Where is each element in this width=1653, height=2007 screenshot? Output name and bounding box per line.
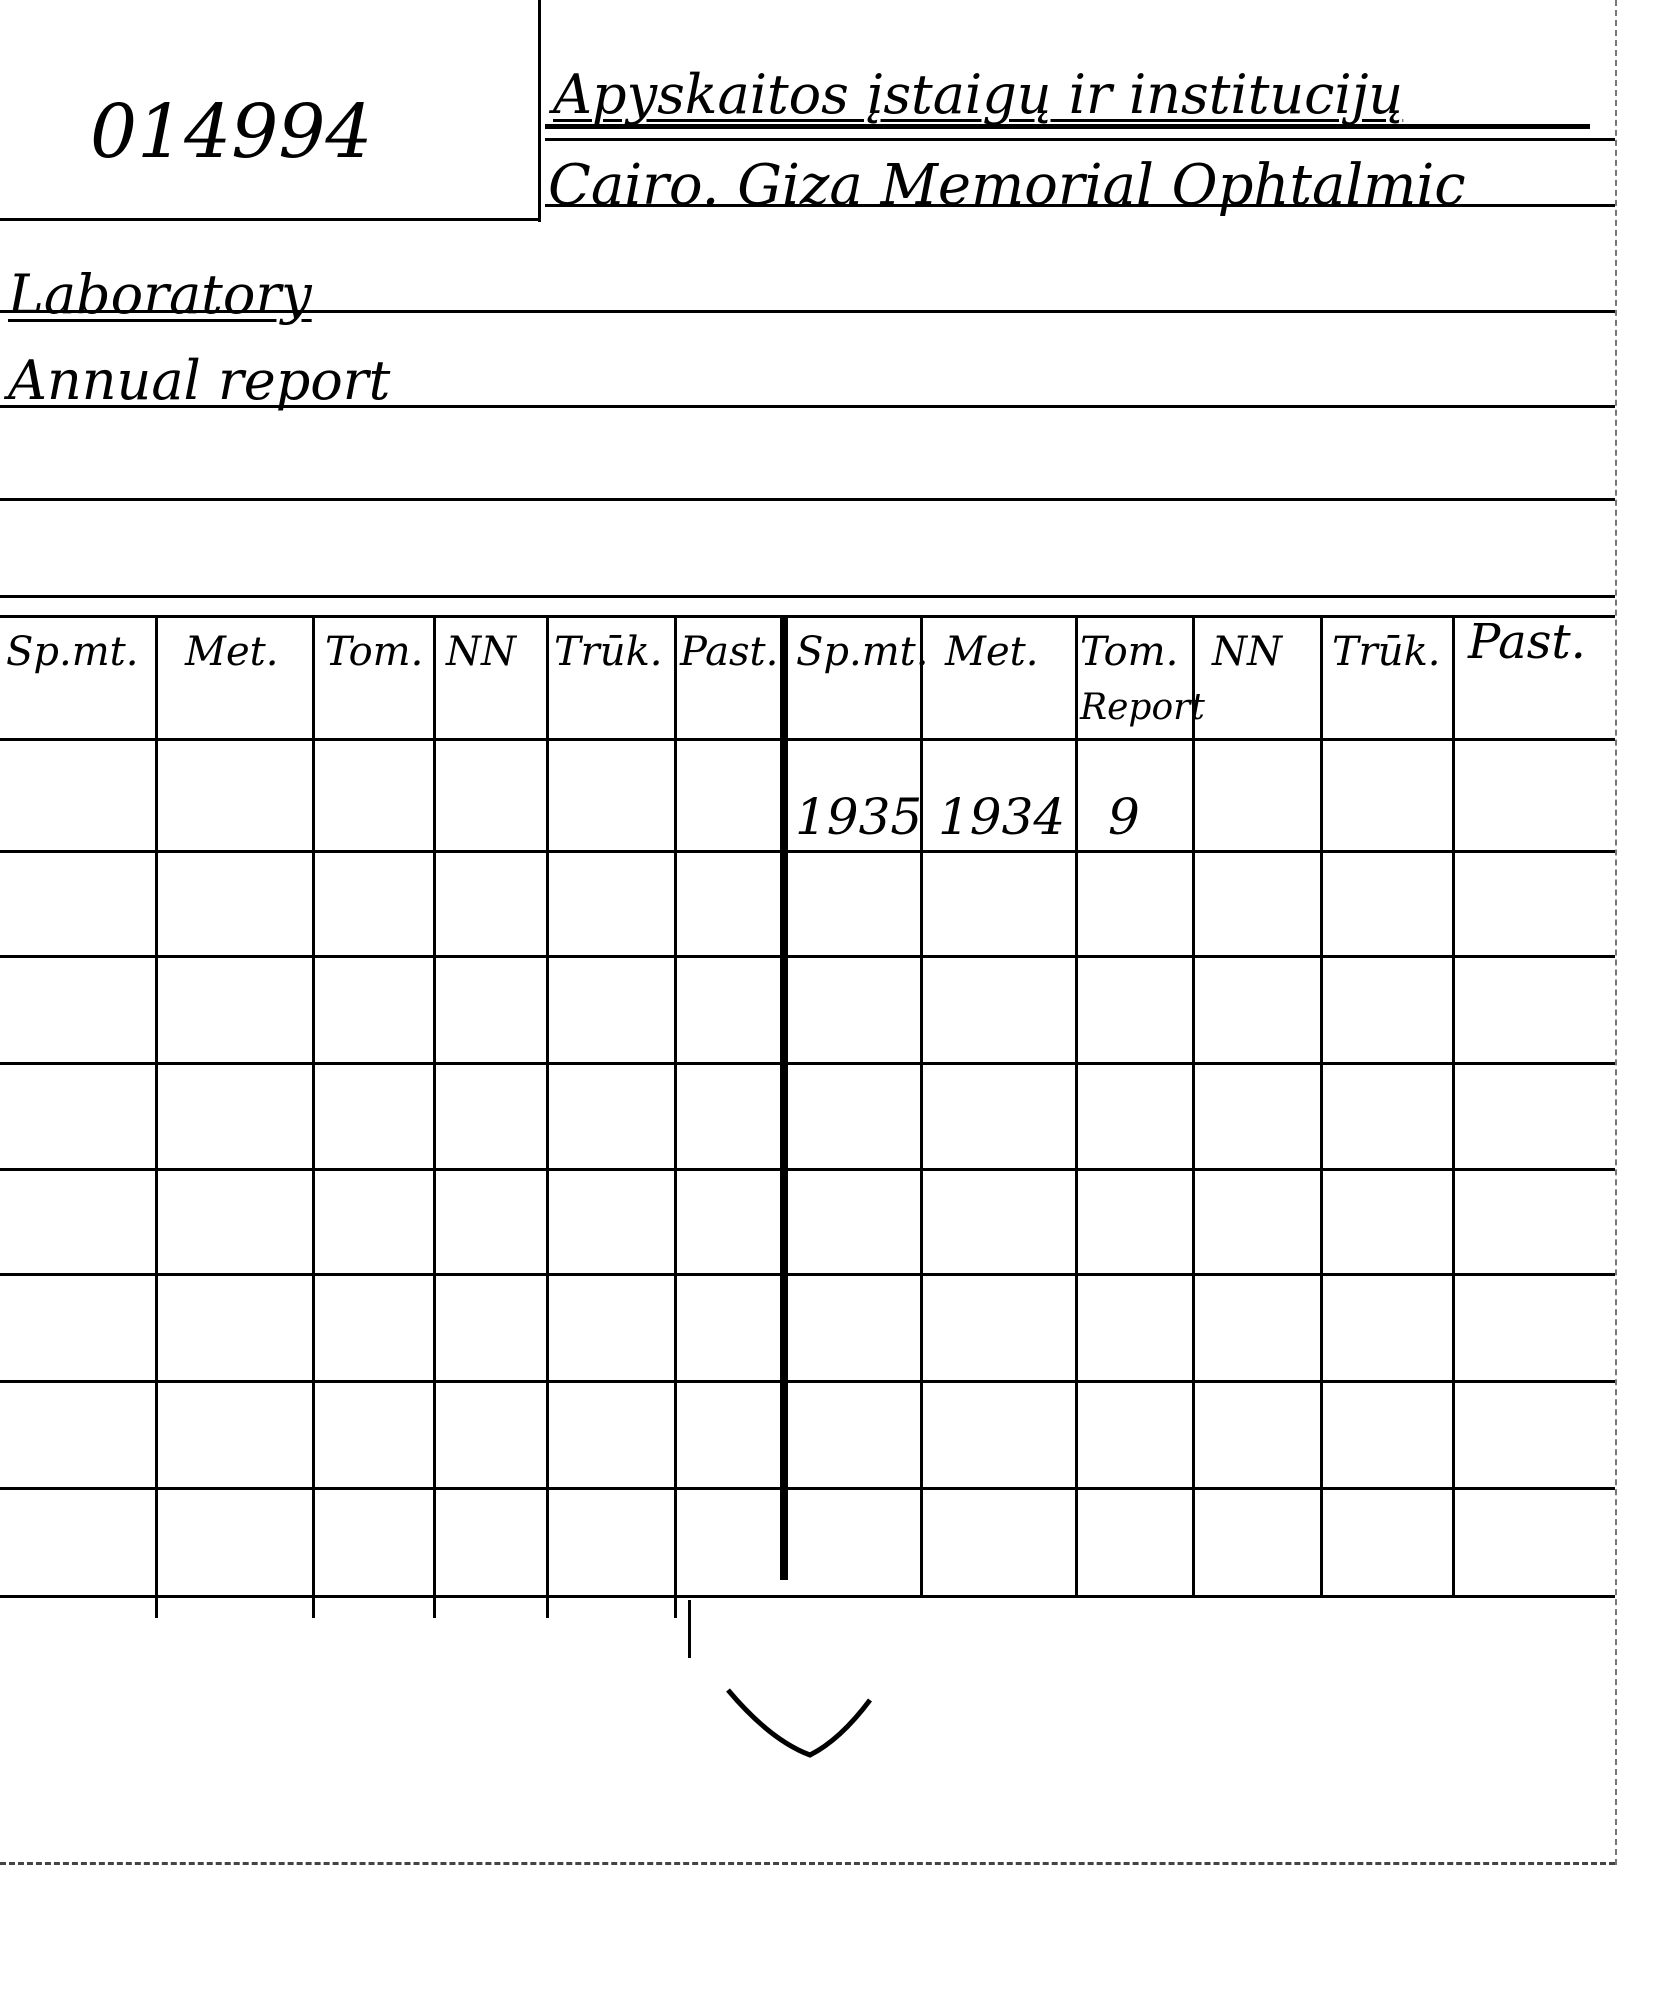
row1-met-value: 1934 — [938, 788, 1066, 846]
header-line-2-rule — [545, 204, 1615, 207]
rule-line-4 — [0, 405, 1615, 408]
rule-line-5 — [0, 498, 1615, 501]
header-line-1: Apyskaitos įstaigų ir institucijų — [553, 63, 1404, 126]
header-right-met: Met. — [945, 629, 1039, 675]
card-hole-curve — [700, 1660, 900, 1780]
table-col-line — [433, 618, 436, 1618]
header-right-past: Past. — [1468, 614, 1586, 670]
header-divider — [538, 0, 541, 222]
row1-tom-value: 9 — [1108, 788, 1140, 846]
table-row-line — [0, 1168, 1615, 1171]
table-col-line — [1192, 618, 1195, 1598]
table-row-line — [0, 1380, 1615, 1383]
header-left-tom: Tom. — [325, 629, 424, 675]
table-center-divider — [780, 618, 788, 1580]
table-col-line — [1075, 618, 1078, 1598]
table-col-line — [546, 618, 549, 1618]
bottom-tick — [688, 1600, 691, 1658]
rule-line-3 — [0, 310, 1615, 313]
table-col-line — [155, 618, 158, 1618]
table-top-line — [0, 615, 1615, 618]
table-col-line — [920, 618, 923, 1598]
header-right-spmt: Sp.mt. — [796, 629, 929, 675]
card-right-edge — [1615, 0, 1617, 1865]
header-line-1-base — [545, 138, 1615, 141]
table-col-line — [1320, 618, 1323, 1598]
header-right-report: Report — [1080, 687, 1205, 728]
header-left-spmt: Sp.mt. — [6, 629, 139, 675]
table-row-line — [0, 738, 1615, 741]
table-col-line — [312, 618, 315, 1618]
header-right-truk: Trūk. — [1332, 629, 1441, 675]
table-row-line — [0, 955, 1615, 958]
header-left-nn: NN — [446, 629, 516, 675]
rule-line-6 — [0, 595, 1615, 598]
table-row-line — [0, 1062, 1615, 1065]
header-right-tom: Tom. — [1080, 629, 1179, 675]
annual-report-text: Annual report — [8, 349, 391, 412]
card-bottom-edge — [0, 1862, 1615, 1865]
row1-spmt-value: 1935 — [795, 788, 923, 846]
header-line-1-rule — [545, 124, 1590, 129]
laboratory-text: Laboratory — [8, 263, 312, 326]
table-col-line — [674, 618, 677, 1618]
table-row-line — [0, 1487, 1615, 1490]
table-col-line — [1452, 618, 1455, 1598]
header-left-truk: Trūk. — [554, 629, 663, 675]
table-row-line — [0, 1273, 1615, 1276]
header-bottom-line — [0, 218, 538, 221]
table-bottom-line — [0, 1595, 1615, 1598]
header-left-met: Met. — [185, 629, 279, 675]
header-line-2: Cairo. Giza Memorial Ophtalmic — [548, 153, 1466, 218]
card-number: 014994 — [90, 89, 373, 175]
header-left-past: Past. — [680, 629, 779, 675]
table-row-line — [0, 850, 1615, 853]
header-right-nn: NN — [1212, 629, 1282, 675]
